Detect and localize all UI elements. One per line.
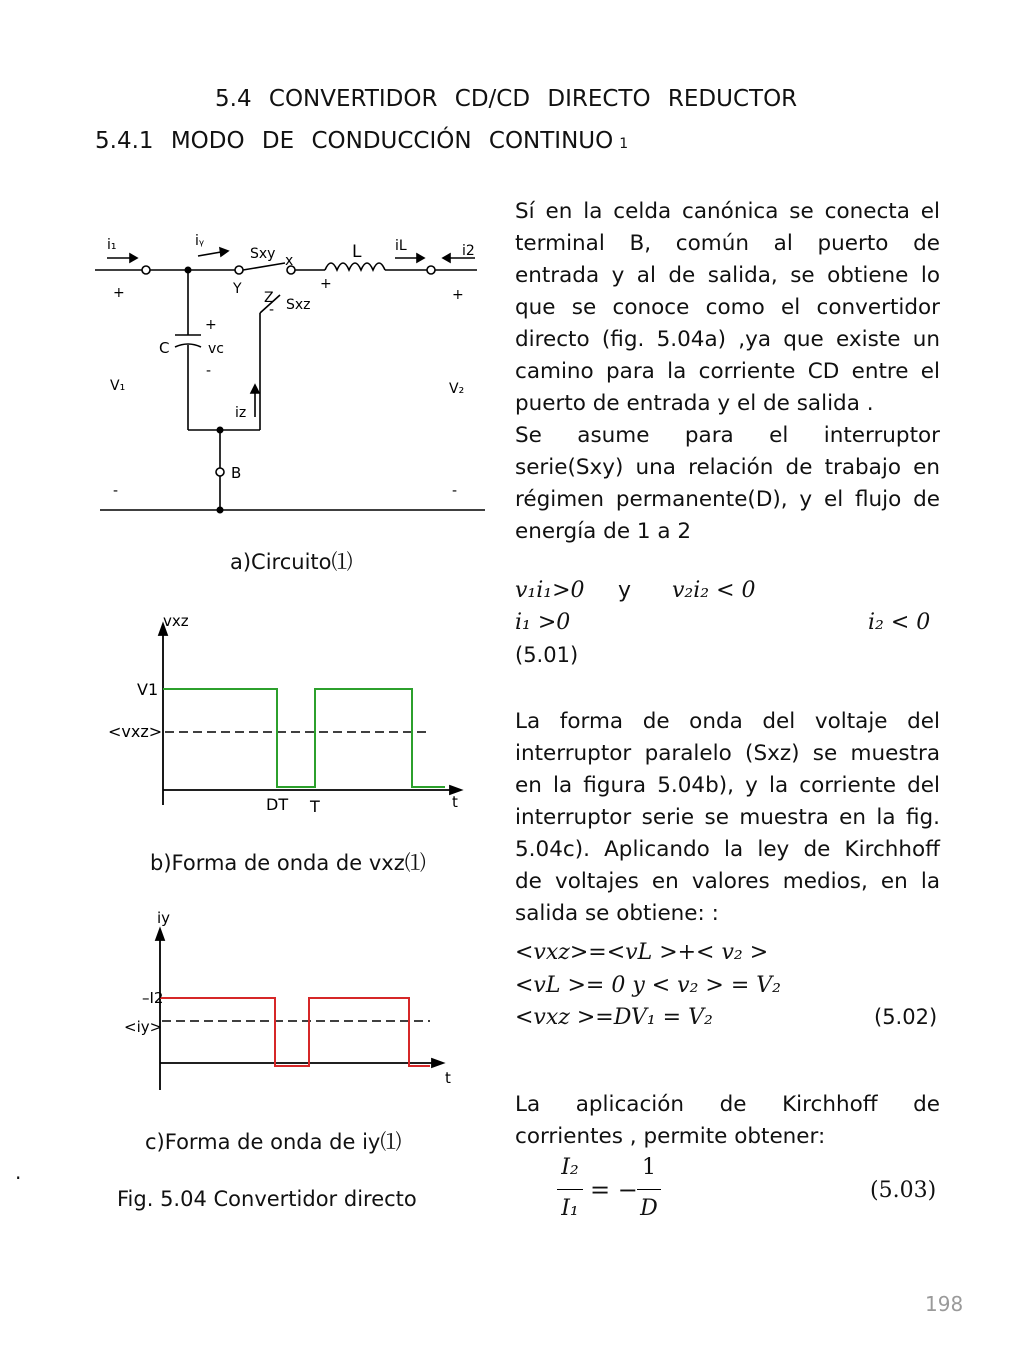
waveform-b-diagram xyxy=(100,610,480,830)
p4-line-2: corrientes , permite obtener: xyxy=(515,1124,826,1149)
p3-line-1: La forma de onda del voltaje del xyxy=(515,709,940,734)
eq1-y: y xyxy=(618,578,632,603)
frac2-denominator: D xyxy=(640,1196,658,1221)
wave-b-avg-label: <vxz> xyxy=(108,722,163,741)
p1-line-3: entrada y al de salida, se obtiene lo xyxy=(515,263,940,288)
eq1-left: v₁i₁>0 xyxy=(515,578,585,603)
waveform-b-caption: b)Forma de onda de vxz⑴ xyxy=(150,851,426,875)
eq1-right: v₂i₂ < 0 xyxy=(672,578,756,603)
eq-number-5-02: (5.02) xyxy=(874,1005,938,1029)
wave-c-avg-label: <iy> xyxy=(124,1018,163,1036)
label-x: x xyxy=(285,253,294,269)
eq2-left: i₁ >0 xyxy=(515,610,571,635)
paragraph-2 xyxy=(515,420,940,548)
p2-line-3: régimen permanente(D), y el flujo de xyxy=(515,487,940,512)
eq2-right: i₂ < 0 xyxy=(868,610,931,635)
eq5: <vxz >=DV₁ = V₂ xyxy=(515,1005,713,1030)
frac-bar xyxy=(557,1189,583,1190)
label-plus-L: + xyxy=(320,276,332,292)
label-plus-right: + xyxy=(452,287,464,303)
figure-caption: Fig. 5.04 Convertidor directo xyxy=(117,1187,417,1211)
label-vc: vc xyxy=(208,341,224,357)
p1-line-1: Sí en la celda canónica se conecta el xyxy=(515,199,940,224)
p3-line-7: salida se obtiene: : xyxy=(515,901,719,926)
label-iz: iz xyxy=(235,405,247,421)
wave-b-dt-label: DT xyxy=(266,795,289,814)
section-heading: 5.4 CONVERTIDOR CD/CD DIRECTO REDUCTOR xyxy=(215,86,798,112)
label-plus-c: + xyxy=(205,317,217,333)
frac2-numerator: 1 xyxy=(642,1155,656,1180)
eq4: <vL >= 0 y < v₂ > = V₂ xyxy=(515,973,781,998)
p1-line-7: puerto de entrada y el de salida . xyxy=(515,391,874,416)
label-iL: iL xyxy=(395,238,407,254)
stray-dot: . xyxy=(15,1160,22,1184)
wave-b-yaxis-label: vxz xyxy=(163,612,189,630)
p4-line-1: La aplicación de Kirchhoff de xyxy=(515,1092,940,1117)
subsection-ref: 1 xyxy=(619,136,629,152)
circuit-diagram xyxy=(95,225,490,525)
p3-line-2: interruptor paralelo (Sxz) se muestra xyxy=(515,741,940,766)
waveform-c-line xyxy=(160,998,430,1066)
p3-line-4: interruptor serie se muestra en la fig. xyxy=(515,805,940,830)
wave-c-x-label: t xyxy=(445,1069,451,1087)
p3-line-3: en la figura 5.04b), y la corriente del xyxy=(515,773,940,798)
paragraph-3 xyxy=(515,706,940,930)
label-plus-left: + xyxy=(113,285,125,301)
p1-line-2: terminal B, común al puerto de xyxy=(515,231,940,256)
label-i1: i₁ xyxy=(107,237,117,253)
label-L: L xyxy=(352,242,362,262)
frac2-bar xyxy=(637,1189,661,1190)
subsection-heading xyxy=(95,128,628,154)
label-iy: iᵧ xyxy=(195,233,205,249)
label-i2: i2 xyxy=(462,243,475,259)
label-minus-left: - xyxy=(113,483,119,499)
label-minus-c: - xyxy=(206,363,212,379)
label-sxy: Sxy xyxy=(250,246,276,262)
wave-b-x-label: t xyxy=(452,793,458,811)
eq3: <vxz>=<vL >+< v₂ > xyxy=(515,940,769,965)
paragraph-1 xyxy=(515,196,940,420)
label-V1: V₁ xyxy=(110,378,126,394)
eq-number-5-03: (5.03) xyxy=(870,1178,937,1203)
p3-line-6: de voltajes en valores medios, en la xyxy=(515,869,940,894)
label-z-node: Z xyxy=(264,290,274,306)
subsection-title: 5.4.1 MODO DE CONDUCCIÓN CONTINUO xyxy=(95,128,614,154)
label-V2: V₂ xyxy=(449,381,465,397)
p2-line-2: serie(Sxy) una relación de trabajo en xyxy=(515,455,940,480)
frac-numerator: I₂ xyxy=(561,1155,579,1180)
label-minus-right: - xyxy=(452,483,458,499)
wave-b-level-label: V1 xyxy=(137,680,159,699)
p2-line-4: energía de 1 a 2 xyxy=(515,519,692,544)
paragraph-4 xyxy=(515,1089,940,1153)
p2-line-1: Se asume para el interruptor xyxy=(515,423,940,448)
wave-c-level-label: –I2 xyxy=(142,989,164,1007)
label-minus-z: - xyxy=(269,302,275,318)
frac-equals: = − xyxy=(590,1176,638,1204)
label-sxz: Sxz xyxy=(286,297,311,313)
label-y-node: Y xyxy=(233,281,242,297)
page-number: 198 xyxy=(925,1292,964,1316)
waveform-c-diagram xyxy=(100,905,480,1105)
wave-b-t-label: T xyxy=(310,797,320,816)
label-C: C xyxy=(159,339,170,357)
label-B: B xyxy=(231,464,242,482)
waveform-c-caption: c)Forma de onda de iy⑴ xyxy=(145,1130,402,1154)
frac-denominator: I₁ xyxy=(561,1196,579,1221)
p1-line-4: que se conoce como el convertidor xyxy=(515,295,940,320)
p1-line-5: directo (fig. 5.04a) ,ya que existe un xyxy=(515,327,940,352)
p3-line-5: 5.04c). Aplicando la ley de Kirchhoff xyxy=(515,837,940,862)
wave-c-yaxis-label: iy xyxy=(157,909,171,927)
eq-number-5-01: (5.01) xyxy=(515,643,579,667)
waveform-b-line xyxy=(163,689,445,787)
p1-line-6: camino para la corriente CD entre el xyxy=(515,359,940,384)
circuit-caption: a)Circuito⑴ xyxy=(230,550,353,574)
